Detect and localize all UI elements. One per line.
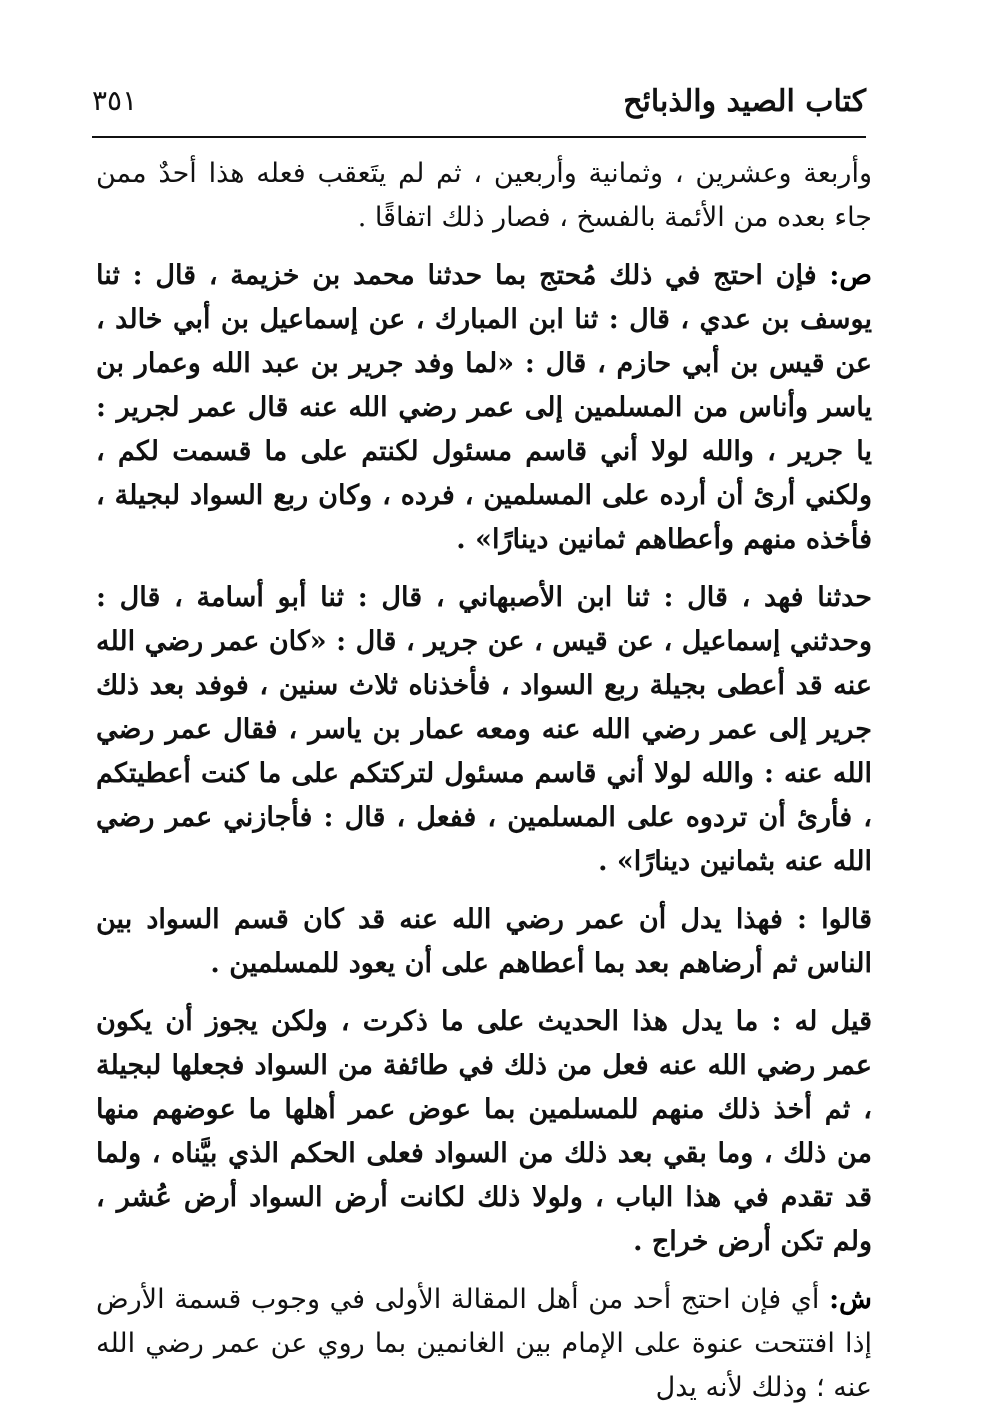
paragraph-2 — [96, 254, 872, 562]
paragraph-text: قيل له : ما يدل هذا الحديث على ما ذكرت ، ولكن يجوز أن يكون عمر رضي الله عنه فعل من ذلك في طائفة من السواد فجعلها لبجيلة ، ثم أخذ ذلك منهم للمسلمين بما عوض عمر أهلها ما عوضهم منها من ذلك ، وما بقي بعد ذلك من السواد فعلى الحكم الذي بيَّناه ، ولما قد تقدم في هذا الباب ، ولولا ذلك لكانت أرض السواد أرض عُشر ، ولم تكن أرض خراج . — [96, 1006, 872, 1257]
page-header — [92, 70, 866, 128]
paragraph-5 — [96, 1000, 872, 1264]
paragraph-label: ص: — [829, 260, 872, 291]
paragraph-1 — [96, 152, 872, 240]
page-number: ٣٥١ — [92, 84, 138, 117]
paragraph-text: حدثنا فهد ، قال : ثنا ابن الأصبهاني ، قال : ثنا أبو أسامة ، قال : وحدثني إسماعيل ، عن قيس ، عن جرير ، قال : «كان عمر رضي الله عنه قد أعطى بجيلة ربع السواد ، فأخذناه ثلاث سنين ، فوفد بعد ذلك جرير إلى عمر رضي الله عنه ومعه عمار بن ياسر ، فقال عمر رضي الله عنه : والله لولا أني قاسم مسئول لتركتكم على ما كنت أعطيتكم ، فأرئ أن تردوه على المسلمين ، ففعل ، قال : فأجازني عمر رضي الله عنه بثمانين دينارًا» . — [96, 582, 872, 877]
paragraph-text: أي فإن احتج أحد من أهل المقالة الأولى في وجوب قسمة الأرض إذا افتتحت عنوة على الإمام بين الغانمين بما روي عن عمر رضي الله عنه ؛ وذلك لأنه يدل — [96, 1284, 872, 1403]
header-rule — [92, 136, 866, 138]
paragraph-label: ش: — [829, 1284, 872, 1315]
paragraph-4 — [96, 898, 872, 986]
chapter-title: كتاب الصيد والذبائح — [623, 84, 866, 119]
page-body — [96, 152, 872, 1424]
paragraph-3 — [96, 576, 872, 884]
paragraph-text: قالوا : فهذا يدل أن عمر رضي الله عنه قد كان قسم السواد بين الناس ثم أرضاهم بعد بما أعطاهم على أن يعود للمسلمين . — [96, 904, 872, 979]
paragraph-text: وأربعة وعشرين ، وثمانية وأربعين ، ثم لم يتَعقب فعله هذا أحدٌ ممن جاء بعده من الأئمة بالفسخ ، فصار ذلك اتفاقًا . — [96, 158, 872, 233]
paragraph-text: فإن احتج في ذلك مُحتج بما حدثنا محمد بن خزيمة ، قال : ثنا يوسف بن عدي ، قال : ثنا ابن المبارك ، عن إسماعيل بن أبي خالد ، عن قيس بن أبي حازم ، قال : «لما وفد جرير بن عبد الله وعمار بن ياسر وأناس من المسلمين إلى عمر رضي الله عنه قال عمر لجرير : يا جرير ، والله لولا أني قاسم مسئول لكنتم على ما قسمت لكم ، ولكني أرئ أن أرده على المسلمين ، فرده ، وكان ربع السواد لبجيلة ، فأخذه منهم وأعطاهم ثمانين دينارًا» . — [96, 260, 872, 555]
paragraph-6 — [96, 1278, 872, 1410]
